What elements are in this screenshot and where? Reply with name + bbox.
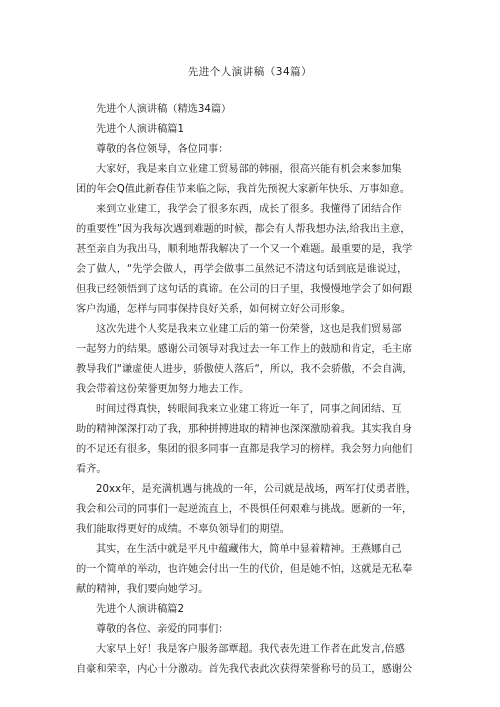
text-line: 甚至亲自为我出马，顺利地帮我解决了一个又一个难题。最重要的是，我学 — [76, 244, 413, 255]
text-line: 团的年会Q值此新春佳节来临之际，我首先预祝大家新年快乐、万事如意。 — [76, 184, 411, 195]
text-line: 会了做人，“先学会做人，再学会做事二虽然记不清这句话到底是谁说过， — [76, 264, 408, 275]
text-line: 我会和公司的同事们一起逆流直上，不畏惧任何艰难与挑战。愿新的一年， — [76, 504, 413, 515]
text-line: 这次先进个人奖是我来立业建工后的第一份荣誉，这也是我们贸易部 — [96, 324, 402, 335]
text-line: 客户沟通，怎样与同事保持良好关系，如何树立好公司形象。 — [76, 304, 352, 315]
text-line: 尊敬的各位领导，各位同事： — [96, 144, 229, 155]
text-line: 的一个简单的举动，也许她会付出一生的代价，但是她不怕，这就是无私奉 — [76, 564, 413, 575]
text-line: 看齐。 — [76, 464, 107, 475]
text-line: 20xx年，是充满机遇与挑战的一年，公司就是战场，两军打仗勇者胜， — [96, 484, 417, 495]
document-title: 先进个人演讲稿（34篇） — [187, 66, 313, 78]
text-line: 我们能取得更好的成绩。不辜负领导们的期望。 — [76, 524, 290, 535]
text-line: 来到立业建工，我学会了很多东西，成长了很多。我懂得了团结合作 — [96, 204, 402, 215]
text-line: 一起努力的结果。感谢公司领导对我过去一年工作上的鼓励和肯定，毛主席 — [76, 344, 413, 355]
text-line: 献的精神，我们要向她学习。 — [76, 584, 209, 595]
text-line: 自豪和荣幸，内心十分激动。首先我代表此次获得荣誉称号的员工，感谢公 — [76, 664, 413, 675]
text-line: 先进个人演讲稿（精选34篇） — [96, 104, 232, 115]
text-line: 其实，在生活中就是平凡中蕴藏伟大，简单中显着精神。王燕娜自己 — [96, 544, 402, 555]
text-line: 助的精神深深打动了我，那种拼搏进取的精神也深深激励着我。其实我自身 — [76, 424, 413, 435]
text-line: 先进个人演讲稿篇2 — [96, 604, 184, 615]
text-line: 大家好，我是来自立业建工贸易部的韩丽，很高兴能有机会来参加集 — [96, 164, 402, 175]
text-line: 大家早上好！我是客户服务部覃超。我代表先进工作者在此发言,倍感 — [96, 644, 405, 655]
text-line: 我会带着这份荣誉更加努力地去工作。 — [76, 384, 250, 395]
text-line: 的重要性”因为我每次遇到难题的时候，都会有人帮我想办法,给我出主意， — [76, 224, 411, 235]
text-line: 但我已经领悟到了这句话的真谛。在公司的日子里，我慢慢地学会了如何跟 — [76, 284, 413, 295]
text-line: 的不足还有很多，集团的很多同事一直都是我学习的榜样。我会努力向他们 — [76, 444, 413, 455]
text-line: 先进个人演讲稿篇1 — [96, 124, 184, 135]
text-line: 时间过得真快，转眼间我来立业建工将近一年了，同事之间团结、互 — [96, 404, 402, 415]
text-line: 教导我们“谦虚使人进步，骄傲使人落后“，所以，我不会骄傲，不会自满， — [76, 364, 413, 375]
text-line: 尊敬的各位、亲爱的同事们： — [96, 624, 229, 635]
